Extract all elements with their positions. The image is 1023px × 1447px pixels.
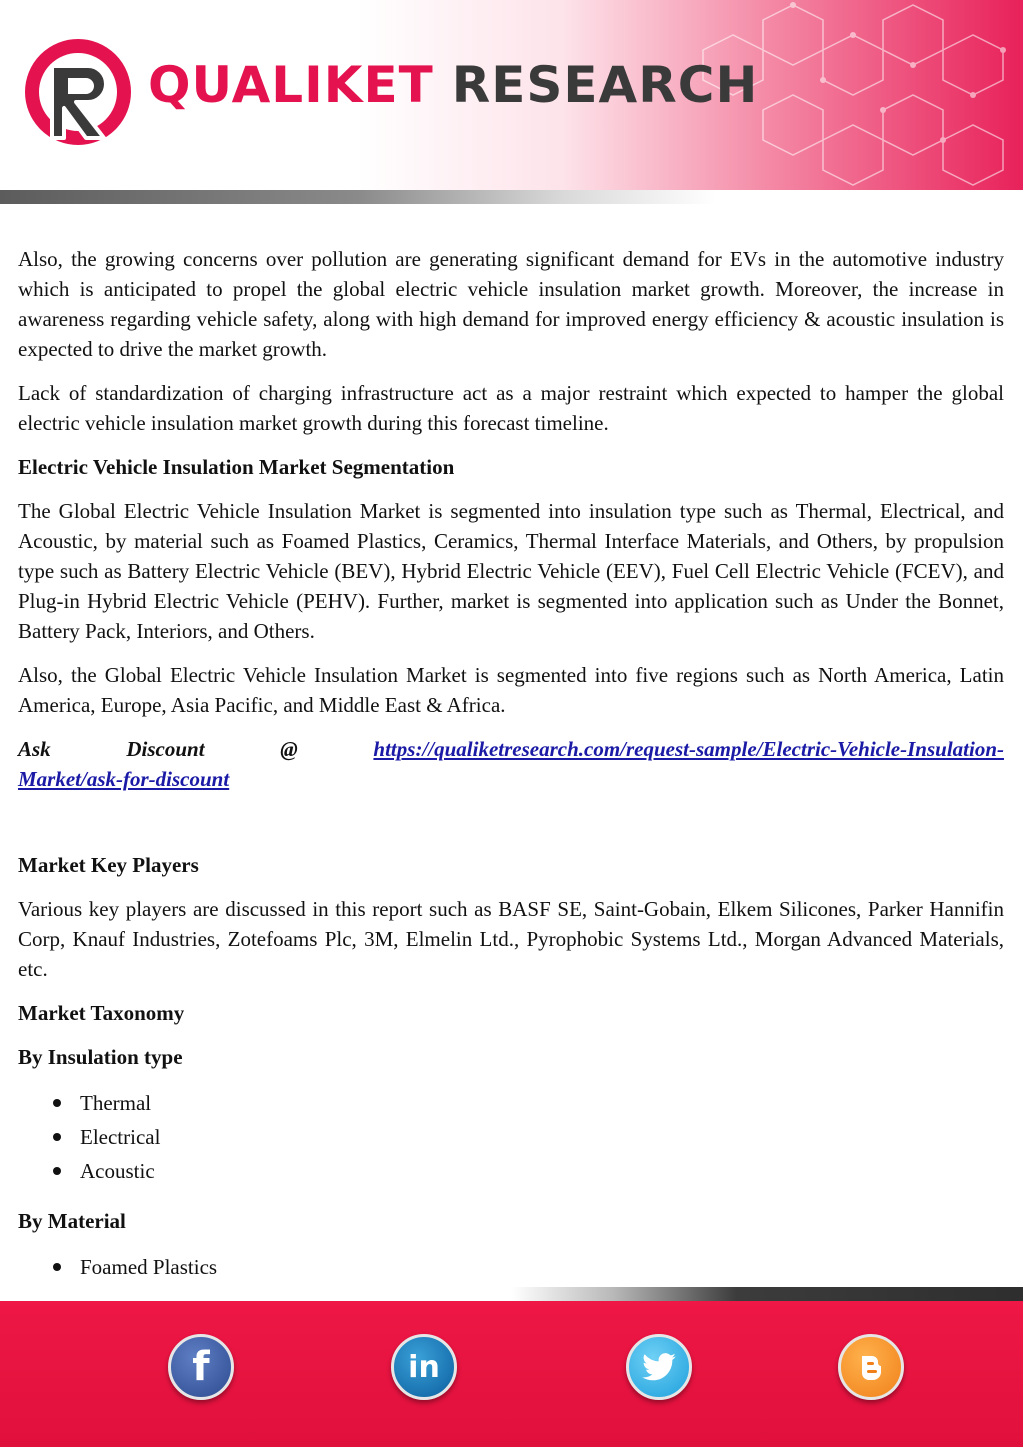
ask-at-sign: @ [280, 737, 298, 761]
brand-name [148, 56, 759, 114]
facebook-glyph: f [192, 1344, 210, 1390]
ask-discount-link[interactable]: https://qualiketresearch.com/request-sample/Electric-Vehicle-Insulation-Market/ask-for-discount [18, 737, 1004, 791]
spacer [18, 794, 1004, 850]
paragraph-key-players: Various key players are discussed in this report such as BASF SE, Saint-Gobain, Elkem Silicones, Parker Hannifin Corp, Knauf Industries, Zotefoams Plc, 3M, Elmelin Ltd., Pyrophobic Systems Ltd., Morgan Advanced Materials, etc. [18, 897, 1004, 981]
ask-discount-line [18, 734, 1004, 794]
page-footer [0, 1301, 1023, 1447]
header-divider [0, 190, 1023, 204]
twitter-icon[interactable] [626, 1334, 692, 1400]
ask-discount-word: Discount [126, 737, 205, 761]
heading-segmentation: Electric Vehicle Insulation Market Segmentation [18, 455, 455, 479]
heading-taxonomy: Market Taxonomy [18, 1001, 185, 1025]
heading-key-players: Market Key Players [18, 853, 199, 877]
document-body [18, 244, 1004, 1302]
list-item: Thermal [80, 1086, 1004, 1120]
linkedin-glyph: in [408, 1349, 440, 1385]
footer-divider [0, 1287, 1023, 1301]
linkedin-icon[interactable] [391, 1334, 457, 1400]
brand-word-qualiket: QUALIKET [148, 56, 434, 114]
list-item: Electrical [80, 1120, 1004, 1154]
paragraph-restraints: Lack of standardization of charging infrastructure act as a major restraint which expected to hamper the global electric vehicle insulation market growth during this forecast timeline. [18, 381, 1004, 435]
list-item: Acoustic [80, 1154, 1004, 1188]
qualiket-logo-icon [22, 36, 138, 152]
blogger-icon[interactable] [838, 1334, 904, 1400]
heading-material: By Material [18, 1209, 126, 1233]
blogger-b-icon [856, 1352, 886, 1382]
twitter-bird-icon [642, 1353, 676, 1381]
list-item: Foamed Plastics [80, 1250, 1004, 1284]
page-header [0, 0, 1023, 190]
paragraph-regions: Also, the Global Electric Vehicle Insulation Market is segmented into five regions such as North America, Latin America, Europe, Asia Pacific, and Middle East & Africa. [18, 663, 1004, 717]
paragraph-drivers: Also, the growing concerns over pollution are generating significant demand for EVs in the automotive industry which is anticipated to propel the global electric vehicle insulation market growth. Moreover, the increase in awareness regarding vehicle safety, along with high demand for improved energy efficiency & acoustic insulation is expected to drive the market growth. [18, 247, 1004, 361]
facebook-icon[interactable] [168, 1334, 234, 1400]
brand-word-research: RESEARCH [451, 56, 759, 114]
ask-label: Ask [18, 737, 51, 761]
heading-insulation-type: By Insulation type [18, 1045, 183, 1069]
paragraph-segmentation: The Global Electric Vehicle Insulation Market is segmented into insulation type such as Thermal, Electrical, and Acoustic, by material such as Foamed Plastics, Ceramics, Thermal Interface Materials, and Others, by propulsion type such as Battery Electric Vehicle (BEV), Hybrid Electric Vehicle (EEV), Fuel Cell Electric Vehicle (FCEV), and Plug-in Hybrid Electric Vehicle (PEHV). Further, market is segmented into application such as Under the Bonnet, Battery Pack, Interiors, and Others. [18, 499, 1004, 643]
insulation-type-list [18, 1086, 1004, 1188]
material-list [18, 1250, 1004, 1284]
